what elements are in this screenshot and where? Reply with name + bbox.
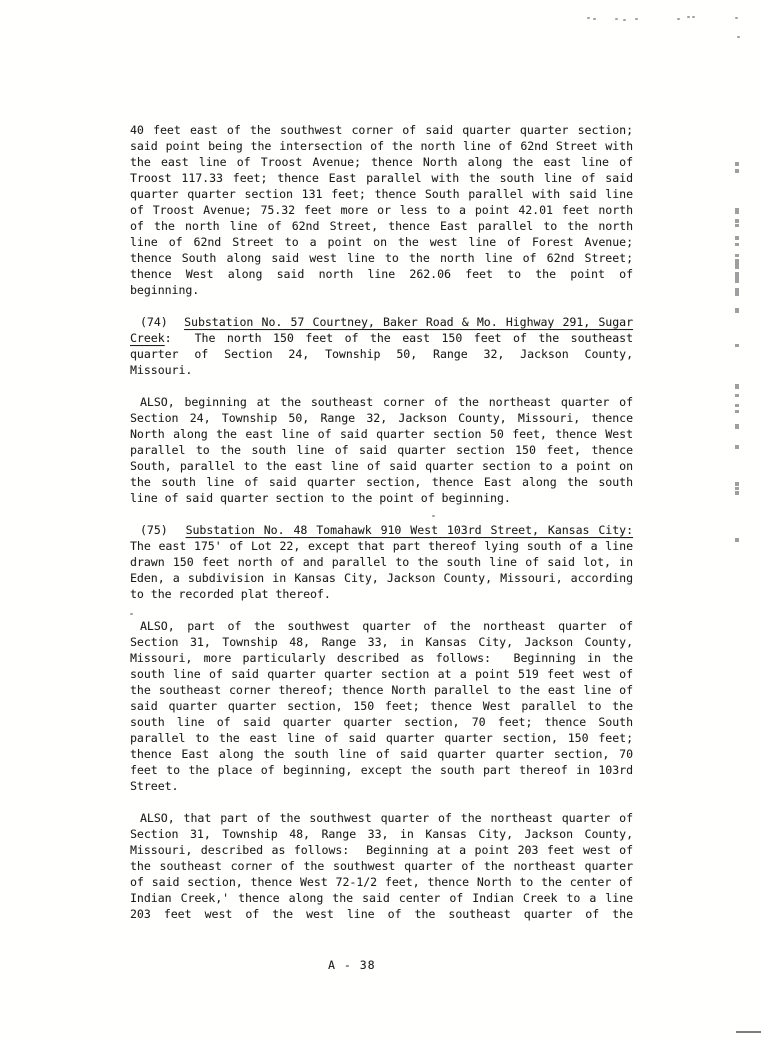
text-line [130,346,633,362]
scan-artifact-dash [735,424,739,429]
body-text: of said section, thence West 72-1/2 feet, thence North to the center of [130,875,633,889]
scan-artifact-dash [735,236,739,240]
body-text: North along the east line of said quarter section 50 feet, thence West [130,427,633,441]
body-text: parallel to the south line of said quarter section 150 feet, thence [130,443,633,457]
scan-artifact-dash [735,487,739,490]
text-line [130,570,633,586]
body-text: Missouri, described as follows: Beginning at a point 203 feet west of [130,843,633,857]
body-text: South, parallel to the east line of said quarter section to a point on [130,459,633,473]
scan-artifact-dash [735,272,739,283]
scan-artifact-dash [735,288,739,296]
text-line [130,522,633,538]
text-line [130,122,633,138]
text-line [130,154,633,170]
paragraph-indent [130,325,140,326]
paragraph-item-74-substation-57 [130,314,633,378]
text-line [130,282,633,298]
scan-artifact-dash [735,445,739,449]
text-line [130,554,633,570]
text-line [130,858,633,874]
body-text: quarter quarter section 131 feet; thence South parallel with said line [130,187,633,201]
scan-artifact-speck [623,19,626,21]
scan-artifact-speck [692,16,695,18]
body-text: Troost 117.33 feet; thence East parallel with the south line of said [130,171,633,185]
body-text: the east line of Troost Avenue; thence North along the east line of [130,155,633,169]
body-text: south line of said quarter quarter section at a point 519 feet west of [130,667,633,681]
scan-artifact-speck [737,36,740,38]
page-number: A - 38 [328,958,376,972]
text-line [130,202,633,218]
text-line [130,170,633,186]
text-line [130,186,633,202]
paragraph-indent [130,629,140,630]
text-line [130,266,633,282]
scan-artifact-dash [735,208,739,214]
text-line [130,538,633,554]
text-line [130,330,633,346]
text-line [130,618,633,634]
body-text: Missouri. [130,363,193,377]
scan-artifact-speck [687,16,690,18]
text-line [130,810,633,826]
scan-artifact-dash [735,344,739,347]
scan-artifact-dash [735,254,739,257]
text-line [130,698,633,714]
body-text: (74) [140,315,185,329]
text-line [130,762,633,778]
body-text: quarter of Section 24, Township 50, Range 32, Jackson County, [130,347,633,361]
paragraph-item-75-substation-48 [130,522,633,602]
text-line [130,746,633,762]
scan-artifact-speck [130,613,133,615]
scan-artifact-speck [677,18,680,20]
body-text: thence East along the south line of said quarter quarter section, 70 [130,747,633,761]
paragraph-item-74-also [130,394,633,506]
paragraph-indent [130,405,140,406]
scan-artifact-dash [735,404,739,407]
text-line [130,394,633,410]
body-text: Section 24, Township 50, Range 32, Jackson County, Missouri, thence [130,411,633,425]
scan-artifact-speck [635,18,638,20]
body-text: said quarter quarter section, 150 feet; thence West parallel to the [130,699,633,713]
scan-artifact-dash [735,259,739,269]
text-line [130,362,633,378]
text-line [130,442,633,458]
text-line [130,314,633,330]
body-text: Section 31, Township 48, Range 33, in Kansas City, Jackson County, [130,827,633,841]
underlined-heading-text: Substation No. 48 Tomahawk 910 West 103rd Street, Kansas City: [185,523,633,537]
text-line [130,826,633,842]
text-line [130,410,633,426]
text-line [130,586,633,602]
scan-artifact-dash [735,482,739,486]
body-text: 203 feet west of the west line of the southeast quarter of the [130,907,633,921]
text-line [130,250,633,266]
scan-artifact-speck [432,515,435,517]
paragraph-item-75-also-2 [130,810,633,922]
scan-artifact-dash [735,308,739,313]
paragraph-continuation-legal-description [130,122,633,298]
text-line [130,138,633,154]
scan-artifact-dash [735,538,739,542]
text-line [130,234,633,250]
scan-artifact-dash [735,394,739,397]
text-line [130,218,633,234]
text-line [130,474,633,490]
body-text: ALSO, that part of the southwest quarter of the northeast quarter of [140,811,633,825]
scan-artifact-speck [735,17,738,19]
body-text: The east 175' of Lot 22, except that part thereof lying south of a line [130,539,633,553]
text-line [130,714,633,730]
text-line [130,666,633,682]
scan-artifact-dash [735,410,739,413]
scan-artifact-corner-line [736,1031,761,1033]
body-text: thence South along said west line to the north line of 62nd Street; [130,251,633,265]
body-text: feet to the place of beginning, except the south part thereof in 103rd [130,763,633,777]
body-text: said point being the intersection of the north line of 62nd Street with [130,139,633,153]
text-line [130,458,633,474]
scan-artifact-speck [593,18,596,20]
scan-artifact-dash [735,243,739,246]
body-text: the southeast corner thereof; thence North parallel to the east line of [130,683,633,697]
body-text: to the recorded plat thereof. [130,587,331,601]
scan-artifact-dash [735,384,739,389]
body-text: ALSO, beginning at the southeast corner of the northeast quarter of [140,395,633,409]
body-text: the south line of said quarter section, thence East along the south [130,475,633,489]
underlined-heading-text: Substation No. 57 Courtney, Baker Road & Mo. Highway 291, Sugar [184,315,634,329]
body-text: 40 feet east of the southwest corner of said quarter quarter section; [130,123,633,137]
body-text: Missouri, more particularly described as follows: Beginning in the [130,651,633,665]
body-text: Street. [130,779,179,793]
text-line [130,426,633,442]
paragraph-indent [130,821,140,822]
body-text: Section 31, Township 48, Range 33, in Kansas City, Jackson County, [130,635,633,649]
body-text: drawn 150 feet north of and parallel to the south line of said lot, in [130,555,633,569]
text-line [130,874,633,890]
text-line [130,650,633,666]
body-text: the southeast corner of the southwest quarter of the northeast quarter [130,859,633,873]
body-text: line of said quarter section to the point of beginning. [130,491,511,505]
text-line [130,778,633,794]
body-text: Indian Creek,' thence along the said center of Indian Creek to a line [130,891,633,905]
text-line [130,906,633,922]
body-text: Eden, a subdivision in Kansas City, Jackson County, Missouri, according [130,571,633,585]
text-line [130,634,633,650]
body-text: south line of said quarter quarter section, 70 feet; thence South [130,715,633,729]
scan-artifact-dash [735,491,739,495]
scan-artifact-speck [587,17,590,19]
paragraph-item-75-also-1 [130,618,633,794]
scan-artifact-speck [615,18,618,20]
text-line [130,730,633,746]
scan-artifact-dash [735,169,739,173]
paragraph-indent [130,533,140,534]
body-text: of Troost Avenue; 75.32 feet more or less to a point 42.01 feet north [130,203,633,217]
legal-description-text [130,122,633,922]
scan-artifact-dash [735,219,739,223]
body-text: of the north line of 62nd Street, thence East parallel to the north [130,219,633,233]
text-line [130,842,633,858]
text-line [130,682,633,698]
body-text: (75) [140,523,186,537]
scan-artifact-dash [735,224,739,227]
body-text: beginning. [130,283,200,297]
body-text: ALSO, part of the southwest quarter of the northeast quarter of [140,619,633,633]
body-text: : The north 150 feet of the east 150 feet of the southeast [164,331,633,345]
text-line [130,890,633,906]
text-line [130,490,633,506]
body-text: line of 62nd Street to a point on the west line of Forest Avenue; [130,235,633,249]
scan-artifact-dash [735,162,739,166]
body-text: thence West along said north line 262.06 feet to the point of [130,267,633,281]
underlined-heading-text: Creek [130,331,165,345]
body-text: parallel to the east line of said quarter quarter section, 150 feet; [130,731,633,745]
